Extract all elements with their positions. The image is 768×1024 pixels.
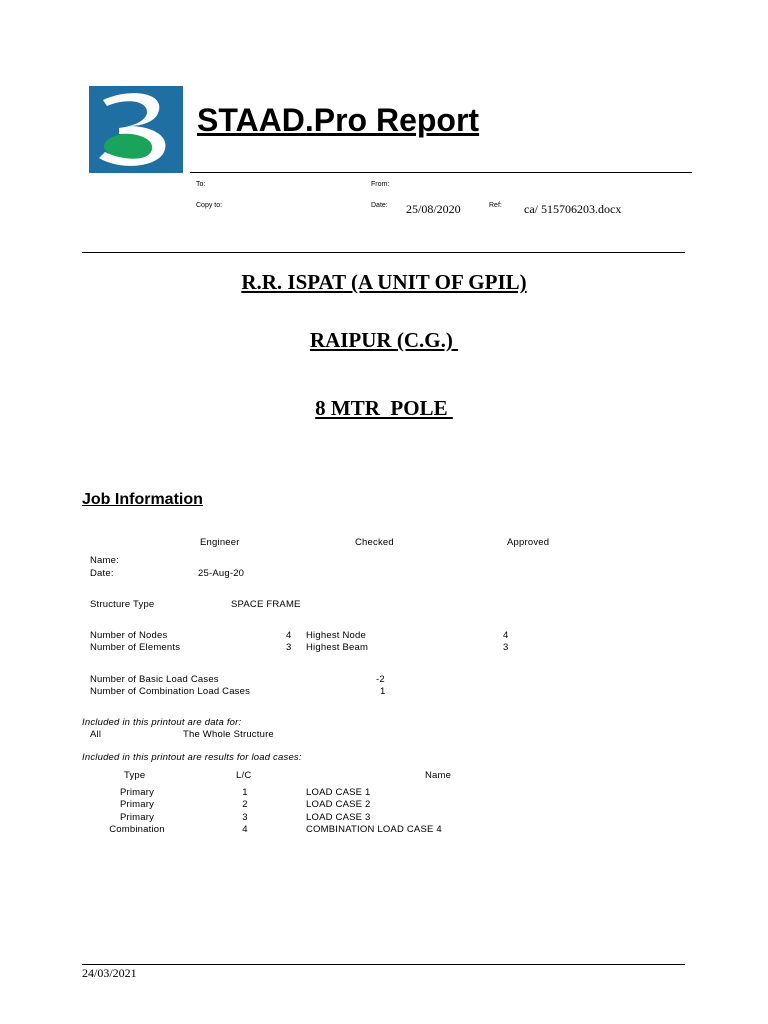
nodes-label: Number of Nodes <box>90 630 168 641</box>
load-case-name-cell: LOAD CASE 3 <box>306 812 371 823</box>
location-heading: RAIPUR (C.G.) <box>309 328 459 352</box>
ref-value: ca/ 515706203.docx <box>524 202 622 216</box>
to-label: To: <box>196 181 206 188</box>
approved-column-header: Approved <box>507 537 550 548</box>
ref-label: Ref: <box>489 202 502 209</box>
section-divider <box>82 252 685 253</box>
elements-label: Number of Elements <box>90 642 181 653</box>
load-case-lc-cell: 4 <box>242 824 248 835</box>
footer-divider <box>82 964 685 965</box>
basic-load-cases-label: Number of Basic Load Cases <box>90 674 219 685</box>
company-heading: R.R. ISPAT (A UNIT OF GPIL) <box>241 270 527 294</box>
date-value: 25/08/2020 <box>406 202 461 216</box>
included-all-label: All <box>90 729 102 740</box>
report-title: STAAD.Pro Report <box>197 102 480 138</box>
structure-type-value: SPACE FRAME <box>231 599 301 610</box>
header-divider <box>190 172 692 173</box>
name-label: Name: <box>90 555 119 566</box>
load-case-type-cell: Primary <box>119 799 155 810</box>
combination-load-cases-value: 1 <box>380 686 386 697</box>
load-case-type-cell: Combination <box>109 824 165 835</box>
copy-to-label: Copy to: <box>196 202 223 209</box>
elements-value: 3 <box>286 642 292 653</box>
highest-beam-value: 3 <box>503 642 509 653</box>
engineer-date-value: 25-Aug-20 <box>198 568 245 579</box>
load-case-name-header: Name <box>425 770 452 781</box>
staad-logo <box>89 86 183 173</box>
date-row-label: Date: <box>90 568 114 579</box>
footer-date: 24/03/2021 <box>82 966 137 980</box>
load-case-type-cell: Primary <box>119 812 155 823</box>
nodes-value: 4 <box>286 630 292 641</box>
included-data-label: Included in this printout are data for: <box>82 717 242 728</box>
load-case-name-cell: LOAD CASE 2 <box>306 799 371 810</box>
highest-node-value: 4 <box>503 630 509 641</box>
included-results-label: Included in this printout are results for load cases: <box>82 752 302 763</box>
included-all-value: The Whole Structure <box>183 729 274 740</box>
basic-load-cases-value: -2 <box>376 674 385 685</box>
load-case-lc-cell: 2 <box>242 799 248 810</box>
engineer-column-header: Engineer <box>200 537 240 548</box>
load-case-lc-cell: 3 <box>242 812 248 823</box>
highest-node-label: Highest Node <box>306 630 366 641</box>
combination-load-cases-label: Number of Combination Load Cases <box>90 686 251 697</box>
job-information-title: Job Information <box>82 491 203 508</box>
load-case-name-cell: LOAD CASE 1 <box>306 787 371 798</box>
from-label: From: <box>371 181 390 188</box>
structure-type-label: Structure Type <box>90 599 155 610</box>
load-case-type-header: Type <box>124 770 146 781</box>
highest-beam-label: Highest Beam <box>306 642 369 653</box>
load-case-lc-cell: 1 <box>242 787 248 798</box>
date-label: Date: <box>371 202 388 209</box>
pole-heading: 8 MTR POLE <box>315 396 453 420</box>
load-case-lc-header: L/C <box>236 770 252 781</box>
load-case-type-cell: Primary <box>119 787 155 798</box>
checked-column-header: Checked <box>355 537 394 548</box>
load-case-name-cell: COMBINATION LOAD CASE 4 <box>306 824 442 835</box>
